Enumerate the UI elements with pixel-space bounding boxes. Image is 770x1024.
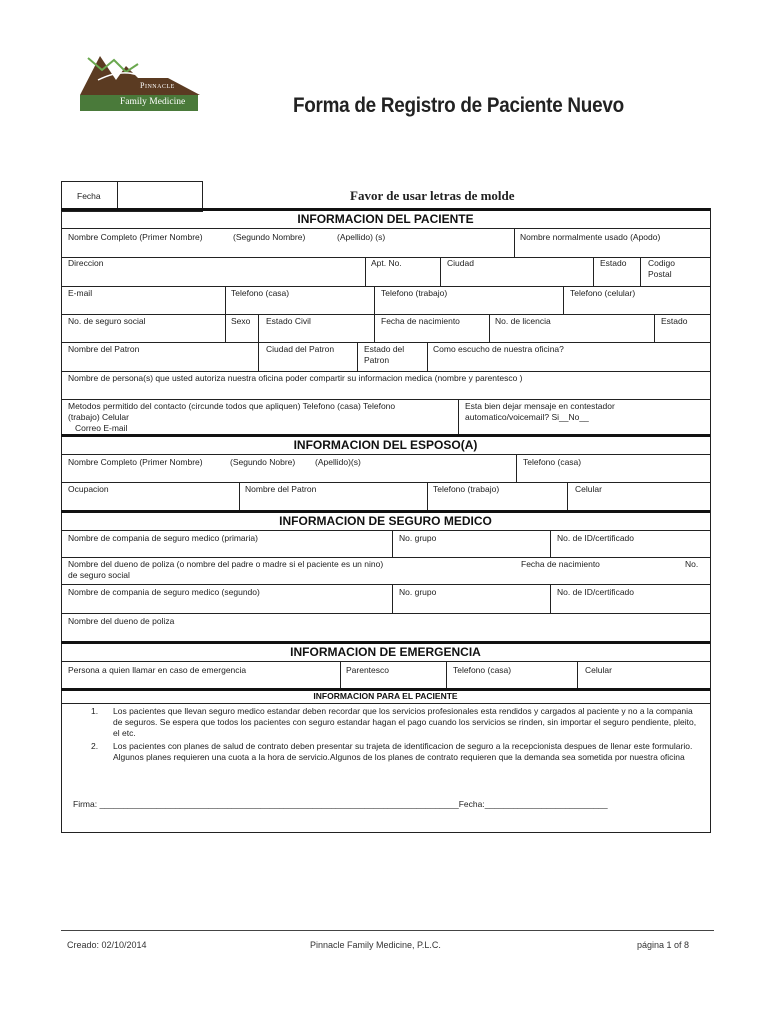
insurance-secondary[interactable]: Nombre de compania de seguro medico (segundo)	[68, 587, 260, 597]
patient-license-state[interactable]: Estado	[661, 316, 688, 326]
fecha-label: Fecha	[77, 191, 101, 201]
insurance-id-2[interactable]: No. de ID/certificado	[557, 587, 635, 597]
logo-brand-bottom: Family Medicine	[120, 97, 186, 107]
insurance-group-2[interactable]: No. grupo	[399, 587, 437, 597]
patient-employer-state-2: Patron	[364, 355, 390, 365]
notice-item-2-text: Los pacientes con planes de salud de contrato deben presentar su trajeta de identificacion de seguro a la recepcionista despues de llenar este formulario. Algunos planes requieren una cuota a la hora de servicio.Algunos de los planes de contrato requieren que la demanda sea sometida por nuestra oficina	[113, 741, 693, 762]
logo-brand-top: Pinnacle	[140, 81, 175, 90]
patient-state[interactable]: Estado	[600, 258, 627, 268]
patient-nickname[interactable]: Nombre normalmente usado (Apodo)	[520, 232, 661, 242]
patient-city[interactable]: Ciudad	[447, 258, 474, 268]
insurance-section-header: INFORMACION DE SEGURO MEDICO	[279, 514, 492, 528]
signature-line[interactable]: Firma: ____________________________________________________________________________Fecha:__________________________	[73, 799, 608, 809]
insurance-group-1[interactable]: No. grupo	[399, 533, 437, 543]
insurance-primary[interactable]: Nombre de compania de seguro medico (primaria)	[68, 533, 258, 543]
subtitle: Favor de usar letras de molde	[350, 188, 515, 203]
page-title: Forma de Registro de Paciente Nuevo	[293, 94, 624, 117]
insurance-holder-1[interactable]: Nombre del dueno de poliza (o nombre del padre o madre si el paciente es un nino)	[68, 559, 384, 569]
patient-sex[interactable]: Sexo	[231, 316, 251, 326]
insurance-holder-dob[interactable]: Fecha de nacimiento	[521, 559, 600, 569]
patient-dob[interactable]: Fecha de nacimiento	[381, 316, 460, 326]
patient-phone-home[interactable]: Telefono (casa)	[231, 288, 290, 298]
patient-referral[interactable]: Como escucho de nuestra oficina?	[433, 344, 564, 354]
spouse-cell[interactable]: Celular	[575, 484, 602, 494]
patient-voicemail-2: automatico/voicemail? Si__No__	[465, 412, 589, 422]
patient-contact-3: Correo E-mail	[75, 423, 128, 433]
insurance-id-1[interactable]: No. de ID/certificado	[557, 533, 635, 543]
patient-email[interactable]: E-mail	[68, 288, 93, 298]
patient-name-second: (Segundo Nombre)	[233, 232, 306, 242]
patient-contact-1[interactable]: Metodos permitido del contacto (circunde todos que apliquen) Telefono (casa) Telefono	[68, 401, 396, 411]
patient-employer[interactable]: Nombre del Patron	[68, 344, 140, 354]
spouse-phone-home[interactable]: Telefono (casa)	[523, 457, 582, 467]
patient-address[interactable]: Direccion	[68, 258, 104, 268]
footer-created: Creado: 02/10/2014	[67, 940, 147, 950]
emergency-section-header: INFORMACION DE EMERGENCIA	[290, 645, 481, 659]
logo	[78, 50, 200, 112]
spouse-name-first[interactable]: Nombre Completo (Primer Nombre)	[68, 457, 203, 467]
spouse-employer[interactable]: Nombre del Patron	[245, 484, 317, 494]
patient-contact-2: (trabajo) Celular	[68, 412, 129, 422]
emergency-cell[interactable]: Celular	[585, 665, 612, 675]
patient-apt[interactable]: Apt. No.	[371, 258, 402, 268]
fecha-input[interactable]	[118, 182, 201, 210]
spouse-name-second: (Segundo Nobre)	[230, 457, 296, 467]
patient-employer-city[interactable]: Ciudad del Patron	[266, 344, 335, 354]
insurance-holder-2-name[interactable]: Nombre del dueno de poliza	[68, 616, 175, 626]
patient-zip-2: Postal	[648, 269, 672, 279]
footer-page: página 1 of 8	[637, 940, 690, 950]
patient-employer-state-1[interactable]: Estado del	[364, 344, 405, 354]
footer-company: Pinnacle Family Medicine, P.L.C.	[310, 940, 441, 950]
emergency-contact[interactable]: Persona a quien llamar en caso de emergencia	[68, 665, 247, 675]
patient-name-first[interactable]: Nombre Completo (Primer Nombre)	[68, 232, 203, 242]
patient-name-last: (Apellido) (s)	[337, 232, 386, 242]
notice-item-2-num: 2.	[91, 741, 99, 751]
notice-section-header: INFORMACION PARA EL PACIENTE	[313, 691, 458, 701]
spouse-section-header: INFORMACION DEL ESPOSO(A)	[293, 438, 478, 452]
patient-civil[interactable]: Estado Civil	[266, 316, 311, 326]
emergency-phone-home[interactable]: Telefono (casa)	[453, 665, 512, 675]
patient-voicemail-1[interactable]: Esta bien dejar mensaje en contestador	[465, 401, 615, 411]
emergency-relation[interactable]: Parentesco	[346, 665, 389, 675]
spouse-occupation[interactable]: Ocupacion	[68, 484, 109, 494]
notice-item-1-text: Los pacientes que llevan seguro medico estandar deben recordar que los servicios profesionales esta rendidos y cargados al paciente y no a la compania de seguros. Se espera que todos los pacientes con seguro estandar hagan el pago cuando los servicios se rinden, sin importar el seguro pendiente, pleito, el etc.	[113, 706, 697, 738]
spouse-phone-work[interactable]: Telefono (trabajo)	[433, 484, 500, 494]
patient-license[interactable]: No. de licencia	[495, 316, 551, 326]
insurance-holder-2: de seguro social	[68, 570, 130, 580]
patient-phone-cell[interactable]: Telefono (celular)	[570, 288, 636, 298]
notice-item-1-num: 1.	[91, 706, 99, 716]
patient-zip-1[interactable]: Codigo	[648, 258, 675, 268]
patient-phone-work[interactable]: Telefono (trabajo)	[381, 288, 448, 298]
patient-ssn[interactable]: No. de seguro social	[68, 316, 146, 326]
insurance-holder-no[interactable]: No.	[685, 559, 699, 569]
patient-authorized[interactable]: Nombre de persona(s) que usted autoriza nuestra oficina poder compartir su informacion medica (nombre y parentesco )	[68, 373, 523, 383]
patient-section-header: INFORMACION DEL PACIENTE	[297, 212, 474, 226]
spouse-name-last: (Apellido)(s)	[315, 457, 361, 467]
